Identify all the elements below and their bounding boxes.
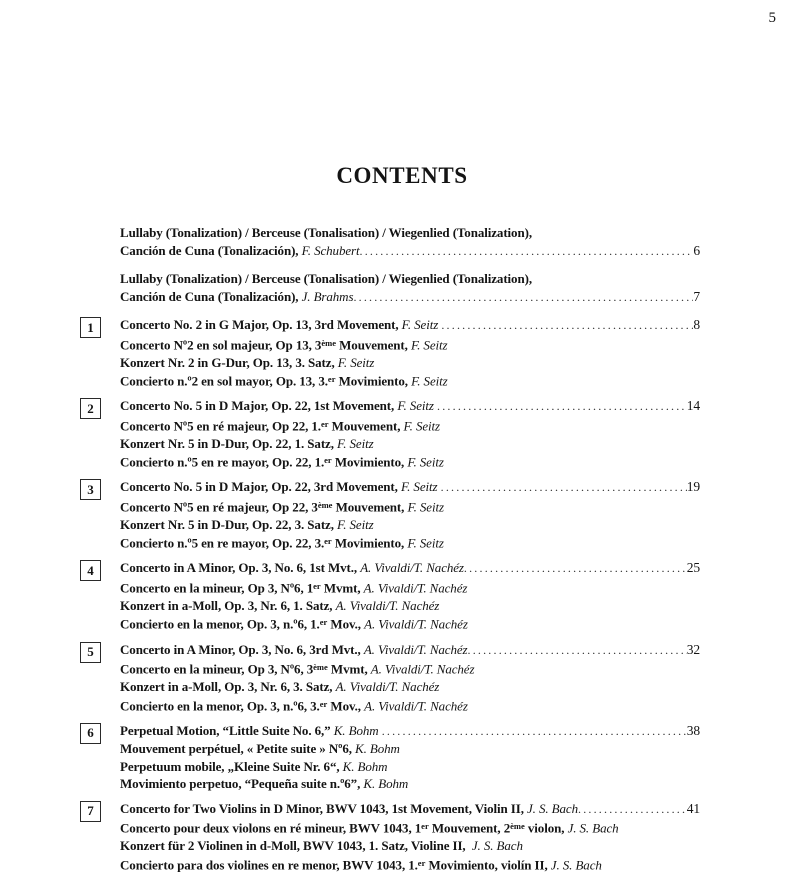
toc-line	[120, 397, 700, 416]
toc-entry	[80, 559, 700, 633]
entry-number-column	[80, 478, 120, 552]
toc-page-ref: 14	[686, 398, 700, 414]
dot-leader	[468, 642, 687, 660]
toc-line	[120, 855, 700, 874]
toc-line	[120, 335, 700, 354]
entry-number-column	[80, 800, 120, 874]
entry-number-box: 2	[80, 398, 101, 419]
dot-leader	[437, 398, 687, 416]
toc-line-text: Konzert in a-Moll, Op. 3, Nr. 6, 3. Satz, A. Vivaldi/T. Nachéz	[120, 679, 440, 695]
toc-line-text: Concerto No. 5 in D Major, Op. 22, 3rd Movement, F. Seitz	[120, 479, 438, 495]
toc-entry	[80, 800, 700, 874]
toc-page-ref: 8	[693, 317, 700, 332]
toc-line	[120, 371, 700, 390]
entry-lines	[120, 316, 700, 390]
entry-number-box: 1	[80, 317, 101, 338]
page-number: 5	[768, 10, 776, 26]
toc-line-text: Concerto en la mineur, Op 3, Nº6, 3ème Mvmt, A. Vivaldi/T. Nachéz	[120, 661, 475, 677]
toc-line	[120, 722, 700, 741]
toc-line-text: Lullaby (Tonalization) / Berceuse (Tonalisation) / Wiegenlied (Tonalization),	[120, 225, 532, 240]
toc-line	[120, 597, 700, 615]
toc-line-text: Movimiento perpetuo, “Pequeña suite n.º6”, K. Bohm	[120, 776, 409, 792]
toc-entry	[80, 722, 700, 793]
entry-lines	[120, 722, 700, 793]
toc-line	[120, 354, 700, 372]
toc-line-text: Concerto in A Minor, Op. 3, No. 6, 1st Mvt., A. Vivaldi/T. Nachéz	[120, 560, 464, 576]
dot-leader	[382, 723, 687, 741]
toc-line	[120, 478, 700, 497]
entry-lines	[120, 270, 700, 306]
toc-line	[120, 242, 700, 261]
toc-line-text: Concierto n.º5 en re mayor, Op. 22, 3.$^{er}$ Movimiento, F. Seitz	[120, 535, 444, 551]
toc-entry	[80, 270, 700, 306]
toc-line	[120, 452, 700, 471]
toc-line-text: Konzert Nr. 2 in G-Dur, Op. 13, 3. Satz, F. Seitz	[120, 354, 375, 370]
toc-line	[120, 533, 700, 552]
entry-number-box: 7	[80, 801, 101, 822]
entry-lines	[120, 478, 700, 552]
toc-line	[120, 740, 700, 758]
entry-number-box: 4	[80, 560, 101, 581]
dot-leader	[360, 243, 694, 261]
toc-line	[120, 497, 700, 516]
toc-line-text: Konzert in a-Moll, Op. 3, Nr. 6, 1. Satz, A. Vivaldi/T. Nachéz	[120, 597, 440, 613]
toc-line-text: Concerto No. 2 in G Major, Op. 13, 3rd Movement, F. Seitz	[120, 317, 439, 332]
entry-lines	[120, 800, 700, 874]
toc-entry	[80, 224, 700, 260]
toc-page-ref: 38	[686, 722, 700, 738]
entry-number-box: 3	[80, 479, 101, 500]
toc-line-text: Perpetuum mobile, „Kleine Suite Nr. 6“, K. Bohm	[120, 758, 388, 774]
toc-line	[120, 818, 700, 837]
toc-line-text: Concerto No. 5 in D Major, Op. 22, 1st Movement, F. Seitz	[120, 398, 434, 414]
toc-line-text: Concerto pour deux violons en ré mineur, BWV 1043, 1er Mouvement, 2ème violon, J. S. Bach	[120, 820, 619, 836]
toc-line-text: Perpetual Motion, “Little Suite No. 6,” K. Bohm	[120, 722, 379, 738]
toc-line	[120, 516, 700, 534]
toc-line-text: Canción de Cuna (Tonalización), F. Schubert	[120, 242, 360, 258]
toc-line-text: Konzert für 2 Violinen in d-Moll, BWV 1043, 1. Satz, Violine II, J. S. Bach	[120, 838, 523, 854]
toc-line	[120, 224, 700, 242]
toc-page-ref: 19	[686, 479, 700, 495]
dot-leader	[464, 560, 687, 578]
toc-line	[120, 288, 700, 307]
toc-line-text: Concerto for Two Violins in D Minor, BWV 1043, 1st Movement, Violin II, J. S. Bach	[120, 800, 578, 816]
entry-number-box: 5	[80, 642, 101, 663]
toc-line-text: Concierto en la menor, Op. 3, n.º6, 1.$^{er}$ Mov., A. Vivaldi/T. Nachéz	[120, 617, 468, 632]
toc-line-text: Concierto n.º5 en re mayor, Op. 22, 1.$^{er}$ Movimiento, F. Seitz	[120, 454, 444, 470]
toc-entry	[80, 316, 700, 390]
toc-page-ref: 6	[693, 242, 700, 258]
page-title: CONTENTS	[336, 163, 468, 188]
toc-line-text: Concerto Nº5 en ré majeur, Op 22, 3ème Mouvement, F. Seitz	[120, 499, 444, 515]
entry-lines	[120, 559, 700, 633]
toc-line	[120, 775, 700, 793]
toc-line-text: Concerto en la mineur, Op 3, Nº6, 1er Mvmt, A. Vivaldi/T. Nachéz	[120, 580, 468, 596]
toc-line	[120, 614, 700, 633]
toc-line	[120, 758, 700, 776]
toc-line-text: Canción de Cuna (Tonalización), J. Brahms	[120, 288, 354, 304]
toc-line	[120, 559, 700, 578]
toc-line	[120, 316, 700, 335]
toc-line	[120, 800, 700, 819]
toc-line-text: Konzert Nr. 5 in D-Dur, Op. 22, 1. Satz, F. Seitz	[120, 435, 374, 451]
entry-lines	[120, 224, 700, 260]
toc-line-text: Concierto en la menor, Op. 3, n.º6, 3.$^{er}$ Mov., A. Vivaldi/T. Nachéz	[120, 698, 468, 714]
dot-leader	[578, 801, 687, 819]
toc-page-ref: 41	[686, 800, 700, 816]
toc-line-text: Concierto n.º2 en sol mayor, Op. 13, 3.$^{er}$ Movimiento, F. Seitz	[120, 373, 448, 389]
toc-entry	[80, 478, 700, 552]
entry-number-box: 6	[80, 723, 101, 744]
toc-line-text: Konzert Nr. 5 in D-Dur, Op. 22, 3. Satz, F. Seitz	[120, 516, 374, 532]
toc-line	[120, 837, 700, 855]
toc-entry	[80, 641, 700, 715]
entry-number-column	[80, 224, 120, 260]
toc-list	[80, 224, 700, 874]
toc-line	[120, 641, 700, 660]
toc-page-ref: 7	[693, 288, 700, 304]
toc-line	[120, 678, 700, 696]
dot-leader	[353, 289, 693, 307]
toc-line-text: Concerto Nº5 en ré majeur, Op 22, 1.$^{er}$ Mouvement, F. Seitz	[120, 418, 441, 434]
toc-line	[120, 435, 700, 453]
dot-leader	[441, 317, 693, 335]
toc-page-ref: 25	[686, 560, 700, 576]
toc-line	[120, 416, 700, 435]
toc-line-text: Lullaby (Tonalization) / Berceuse (Tonalisation) / Wiegenlied (Tonalization),	[120, 271, 532, 286]
toc-line	[120, 270, 700, 288]
toc-page-ref: 32	[686, 641, 700, 657]
toc-line-text: Mouvement perpétuel, « Petite suite » Nº6, K. Bohm	[120, 741, 400, 757]
toc-line-text: Concerto Nº2 en sol majeur, Op 13, 3ème Mouvement, F. Seitz	[120, 337, 448, 353]
entry-lines	[120, 641, 700, 715]
entry-number-column	[80, 641, 120, 715]
toc-line-text: Concerto in A Minor, Op. 3, No. 6, 3rd Mvt., A. Vivaldi/T. Nachéz	[120, 641, 468, 657]
toc-line	[120, 578, 700, 597]
dot-leader	[441, 479, 687, 497]
entry-number-column	[80, 559, 120, 633]
entry-number-column	[80, 397, 120, 471]
entry-number-column	[80, 316, 120, 390]
entry-number-column	[80, 270, 120, 306]
entry-lines	[120, 397, 700, 471]
toc-entry	[80, 397, 700, 471]
entry-number-column	[80, 722, 120, 793]
toc-line-text: Concierto para dos violines en re menor, BWV 1043, 1.$^{er}$ Movimiento, violín II, J. S. Bach	[120, 857, 602, 873]
toc-line	[120, 659, 700, 678]
toc-line	[120, 696, 700, 715]
